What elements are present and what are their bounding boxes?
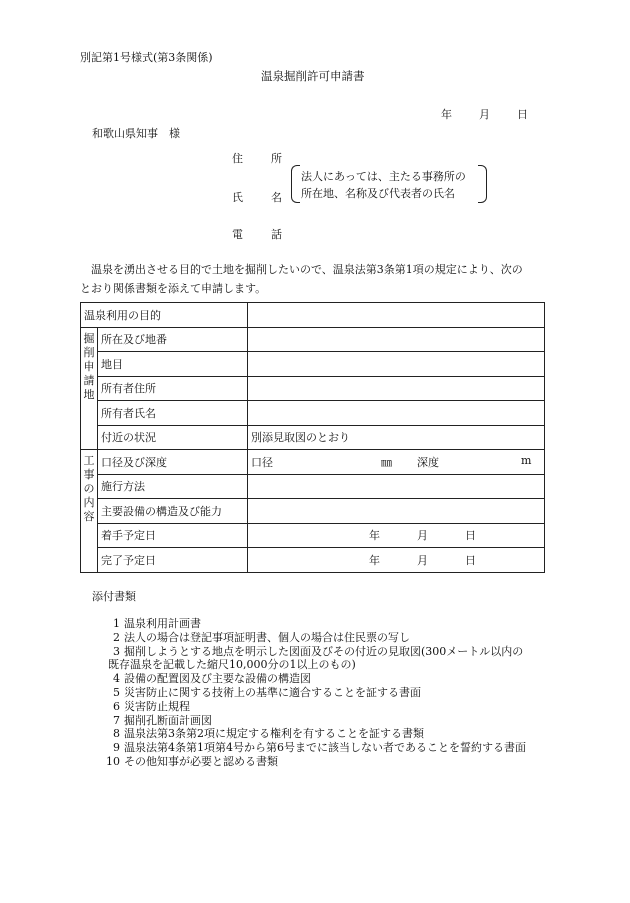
form-code: 別記第1号様式(第3条関係)	[80, 51, 213, 64]
list-item	[100, 672, 580, 686]
phone-label-char: 電	[232, 228, 243, 241]
bracket-note-line: 法人にあっては、主たる事務所の	[301, 170, 466, 183]
table-row	[81, 327, 545, 352]
attachments-list	[100, 617, 580, 769]
owner-address-label: 所有者住所	[98, 376, 248, 401]
phone-label-char: 話	[271, 228, 282, 241]
diameter-label: 口径	[251, 455, 273, 469]
owner-name-label: 所有者氏名	[98, 401, 248, 426]
end-day: 日	[465, 553, 476, 567]
list-item	[100, 727, 580, 741]
table-row	[81, 523, 545, 548]
date-day-label: 日	[517, 108, 528, 121]
item-number: 5	[113, 685, 120, 699]
start-day: 日	[465, 529, 476, 543]
intro-paragraph	[80, 260, 550, 298]
item-text: 設備の配置図及び主要な設備の構造図	[124, 672, 311, 686]
construction-method-label: 施行方法	[98, 474, 248, 499]
addressee: 和歌山県知事 様	[92, 127, 180, 140]
location-label: 所在及び地番	[98, 327, 248, 352]
item-text: 温泉利用計画書	[124, 617, 201, 630]
table-row	[81, 474, 545, 499]
item-text: 災害防止規程	[124, 699, 190, 713]
start-date-value[interactable]	[248, 523, 545, 548]
group-char: 申	[83, 359, 95, 373]
left-bracket	[291, 165, 300, 203]
land-category-label: 地目	[98, 352, 248, 377]
owner-address-value[interactable]	[248, 376, 545, 401]
table-row	[81, 303, 545, 328]
purpose-value[interactable]	[248, 303, 545, 328]
item-text: 掘削孔断面計画図	[124, 713, 212, 727]
item-number: 3	[113, 644, 120, 658]
end-year: 年	[369, 553, 380, 567]
name-label	[232, 189, 282, 205]
list-item	[100, 645, 580, 659]
date-month-label: 月	[479, 108, 490, 121]
item-number: 1	[113, 617, 120, 630]
table-row	[81, 499, 545, 524]
main-equipment-label: 主要設備の構造及び能力	[98, 499, 248, 524]
diameter-unit: ㎜	[381, 455, 392, 469]
end-month: 月	[417, 553, 428, 567]
table-row	[81, 548, 545, 573]
table-row	[81, 352, 545, 377]
date-line	[441, 106, 528, 122]
start-month: 月	[417, 529, 428, 543]
bracket-note	[291, 165, 487, 203]
list-item	[100, 686, 580, 700]
item-text: 法人の場合は登記事項証明書、個人の場合は住民票の写し	[124, 630, 410, 644]
date-year-label: 年	[441, 108, 452, 121]
diameter-depth-value[interactable]	[248, 450, 545, 475]
end-date-label: 完了予定日	[98, 548, 248, 573]
group-char: 掘	[83, 331, 95, 345]
group-char: の	[83, 482, 95, 495]
document-title: 温泉掘削許可申請書	[261, 69, 365, 83]
group-char: 事	[83, 468, 95, 481]
item-number: 6	[113, 699, 120, 713]
address-label	[232, 150, 282, 166]
right-bracket	[478, 165, 487, 203]
item-number: 4	[113, 672, 120, 686]
intro-line-text: 温泉を湧出させる目的で土地を掘削したいので、温泉法第3条第1項の規定により、次の	[91, 263, 523, 276]
location-value[interactable]	[248, 327, 545, 352]
item-number: 2	[113, 630, 120, 644]
work-group-label	[81, 450, 98, 573]
item-text: 温泉法第4条第1項第4号から第6号までに該当しない者であることを誓約する書面	[124, 741, 526, 755]
group-char: 地	[83, 387, 95, 401]
item-text: その他知事が必要と認める書類	[124, 754, 278, 768]
application-table	[80, 302, 545, 573]
item-number: 8	[113, 727, 120, 741]
table-row	[81, 401, 545, 426]
table-row	[81, 376, 545, 401]
list-item	[100, 741, 580, 755]
purpose-label: 温泉利用の目的	[81, 303, 248, 328]
intro-line: とおり関係書類を添えて申請します。	[80, 282, 267, 295]
phone-label	[232, 226, 282, 242]
item-text: 災害防止に関する技術上の基準に適合することを証する書面	[124, 685, 421, 699]
bracket-note-line: 所在地、名称及び代表者の氏名	[301, 187, 455, 200]
depth-label: 深度	[417, 455, 439, 469]
depth-unit: m	[521, 453, 532, 467]
table-row	[81, 450, 545, 475]
item-number: 10	[106, 754, 120, 768]
item-number: 9	[113, 741, 120, 755]
group-char: 内	[83, 496, 95, 509]
land-category-value[interactable]	[248, 352, 545, 377]
address-label-char: 所	[271, 152, 282, 165]
item-text: 掘削しようとする地点を明示した図面及びその付近の見取図(300メートル以内の	[124, 644, 524, 658]
name-label-char: 氏	[232, 191, 243, 204]
list-item	[100, 631, 580, 645]
list-item	[100, 700, 580, 714]
group-char: 容	[83, 510, 95, 523]
diameter-depth-label: 口径及び深度	[98, 450, 248, 475]
construction-method-value[interactable]	[248, 474, 545, 499]
owner-name-value[interactable]	[248, 401, 545, 426]
item-number: 7	[113, 713, 120, 727]
attachments-heading: 添付書類	[92, 590, 136, 603]
group-char: 請	[83, 373, 95, 387]
list-item	[100, 617, 580, 631]
list-item	[100, 714, 580, 728]
end-date-value[interactable]	[248, 548, 545, 573]
group-char: 工	[83, 454, 95, 467]
intro-line	[80, 260, 550, 279]
name-label-char: 名	[271, 191, 282, 204]
site-group-label	[81, 327, 98, 450]
nearby-label: 付近の状況	[98, 425, 248, 450]
nearby-value[interactable]: 別添見取図のとおり	[248, 425, 545, 450]
group-char: 削	[83, 345, 95, 359]
list-item	[100, 755, 580, 769]
item-text: 温泉法第3条第2項に規定する権利を有することを証する書類	[124, 727, 424, 741]
address-label-char: 住	[232, 152, 243, 165]
start-year: 年	[369, 529, 380, 543]
main-equipment-value[interactable]	[248, 499, 545, 524]
start-date-label: 着手予定日	[98, 523, 248, 548]
item-text: 既存温泉を記載した縮尺10,000分の1以上のもの)	[108, 658, 356, 672]
list-item-continuation	[100, 658, 580, 672]
table-row	[81, 425, 545, 450]
